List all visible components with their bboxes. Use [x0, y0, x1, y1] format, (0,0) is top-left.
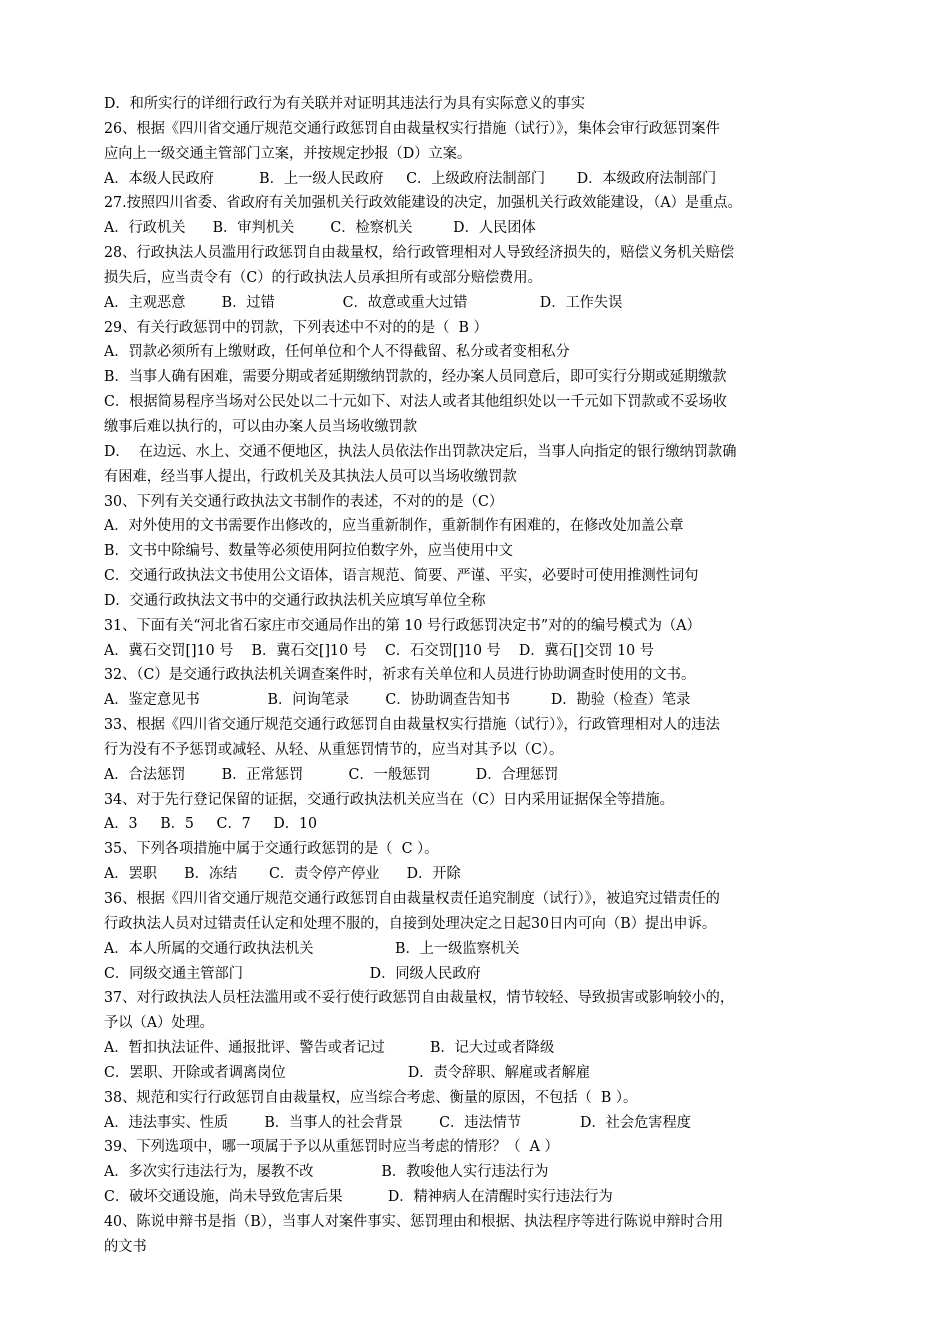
text-line: 27.按照四川省委、省政府有关加强机关行政效能建设的决定，加强机关行政效能建设，（A）是重点。 [104, 195, 742, 212]
text-line: A．本人所属的交通行政执法机关 B．上一级监察机关 [104, 940, 520, 957]
text-line: 32、（C）是交通行政执法机关调查案件时，祈求有关单位和人员进行协助调查时使用的文书。 [104, 667, 696, 684]
text-line: B．文书中除编号、数量等必须使用阿拉伯数字外，应当使用中文 [104, 543, 513, 560]
text-line: 的文书 [104, 1238, 147, 1255]
text-line: 行政执法人员对过错责任认定和处理不服的，自接到处理决定之日起30日内可向（B）提出申诉。 [104, 915, 717, 932]
text-line: 39、下列选项中，哪一项属于予以从重惩罚时应当考虑的情形？（ A ） [104, 1139, 559, 1156]
text-line: A．行政机关 B．审判机关 C．检察机关 D．人民团体 [104, 220, 536, 237]
text-line: A．主观恶意 B．过错 C．故意或重大过错 D．工作失误 [104, 294, 623, 311]
text-line: D．交通行政执法文书中的交通行政执法机关应填写单位全称 [104, 592, 486, 609]
text-line: A．本级人民政府 B．上一级人民政府 C．上级政府法制部门 D．本级政府法制部门 [104, 170, 717, 187]
text-line: A．鉴定意见书 B．问询笔录 C．协助调查告知书 D．勘验（检查）笔录 [104, 692, 691, 709]
text-line: 30、下列有关交通行政执法文书制作的表述，不对的的是（C） [104, 493, 504, 510]
text-line: A．3 B．5 C．7 D．10 [104, 816, 318, 833]
text-line: 应向上一级交通主管部门立案，并按规定抄报（D）立案。 [104, 145, 472, 162]
text-line: 缴事后难以执行的，可以由办案人员当场收缴罚款 [104, 418, 418, 435]
text-line: 40、陈说申辩书是指（B），当事人对案件事实、惩罚理由和根据、执法程序等进行陈说申辩时合用 [104, 1213, 724, 1230]
text-line: 38、规范和实行行政惩罚自由裁量权，应当综合考虑、衡量的原因，不包括（ B ）。 [104, 1089, 638, 1106]
text-line: C．交通行政执法文书使用公文语体，语言规范、简要、严谨、平实，必要时可使用推测性词句 [104, 568, 699, 585]
text-line: 28、行政执法人员滥用行政惩罚自由裁量权，给行政管理相对人导致经济损失的，赔偿义务机关赔偿 [104, 245, 735, 262]
text-line: 36、根据《四川省交通厅规范交通行政惩罚自由裁量权责任追究制度（试行）》，被追究过错责任的 [104, 891, 720, 907]
text-line: 35、下列各项措施中属于交通行政惩罚的是（ C ）。 [104, 841, 439, 858]
text-line: A．多次实行违法行为，屡教不改 B．教唆他人实行违法行为 [104, 1164, 549, 1181]
text-line: 损失后，应当责令有（C）的行政执法人员承担所有或部分赔偿费用。 [104, 269, 542, 286]
text-line: C．根据简易程序当场对公民处以二十元如下、对法人或者其他组织处以一千元如下罚款或不妥场收 [104, 394, 727, 411]
document-body [104, 92, 864, 1260]
text-line: C．同级交通主管部门 D．同级人民政府 [104, 965, 481, 982]
text-line: C．罢职、开除或者调离岗位 D．责令辞职、解雇或者解雇 [104, 1064, 591, 1081]
text-line: 26、根据《四川省交通厅规范交通行政惩罚自由裁量权实行措施（试行）》，集体会审行政惩罚案件 [104, 120, 720, 137]
text-line: 29、有关行政惩罚中的罚款，下列表述中不对的的是（ B ） [104, 319, 488, 336]
text-line: 34、对于先行登记保留的证据，交通行政执法机关应当在（C）日内采用证据保全等措施。 [104, 791, 674, 808]
text-line: A．违法事实、性质 B．当事人的社会背景 C．违法情节 D．社会危害程度 [104, 1114, 692, 1131]
text-line: 33、根据《四川省交通厅规范交通行政惩罚自由裁量权实行措施（试行）》，行政管理相对人的违法 [104, 717, 720, 734]
text-line: B．当事人确有困难，需要分期或者延期缴纳罚款的，经办案人员同意后，即可实行分期或延期缴款 [104, 369, 727, 386]
text-line: 予以（A）处理。 [104, 1015, 214, 1032]
text-line: 31、下面有关“河北省石家庄市交通局作出的第 10 号行政惩罚决定书”对的的编号模式为（A） [104, 617, 701, 634]
text-line: A．对外使用的文书需要作出修改的，应当重新制作，重新制作有困难的，在修改处加盖公章 [104, 518, 684, 535]
text-line: 行为没有不予惩罚或减轻、从轻、从重惩罚情节的，应当对其予以（C）。 [104, 741, 564, 758]
text-line: C．破坏交通设施，尚未导致危害后果 D．精神病人在清醒时实行违法行为 [104, 1189, 613, 1206]
text-line: A．暂扣执法证件、通报批评、警告或者记过 B．记大过或者降级 [104, 1040, 555, 1057]
text-line: 有困难，经当事人提出，行政机关及其执法人员可以当场收缴罚款 [104, 468, 517, 485]
text-line: D． 在边远、水上、交通不便地区，执法人员依法作出罚款决定后，当事人向指定的银行缴纳罚款确 [104, 443, 737, 460]
text-line: A．冀石交罚[]10 号 B．冀石交[]10 号 C．石交罚[]10 号 D．冀石[]交罚 10 号 [104, 642, 654, 659]
text-line: A．罚款必须所有上缴财政，任何单位和个人不得截留、私分或者变相私分 [104, 344, 570, 361]
text-line: 37、对行政执法人员枉法滥用或不妥行使行政惩罚自由裁量权，情节较轻、导致损害或影响较小的， [104, 990, 735, 1007]
text-line: D．和所实行的详细行政行为有关联并对证明其违法行为具有实际意义的事实 [104, 96, 586, 112]
text-line: A．罢职 B．冻结 C．责令停产停业 D．开除 [104, 866, 461, 883]
text-line: A．合法惩罚 B．正常惩罚 C．一般惩罚 D．合理惩罚 [104, 766, 559, 783]
